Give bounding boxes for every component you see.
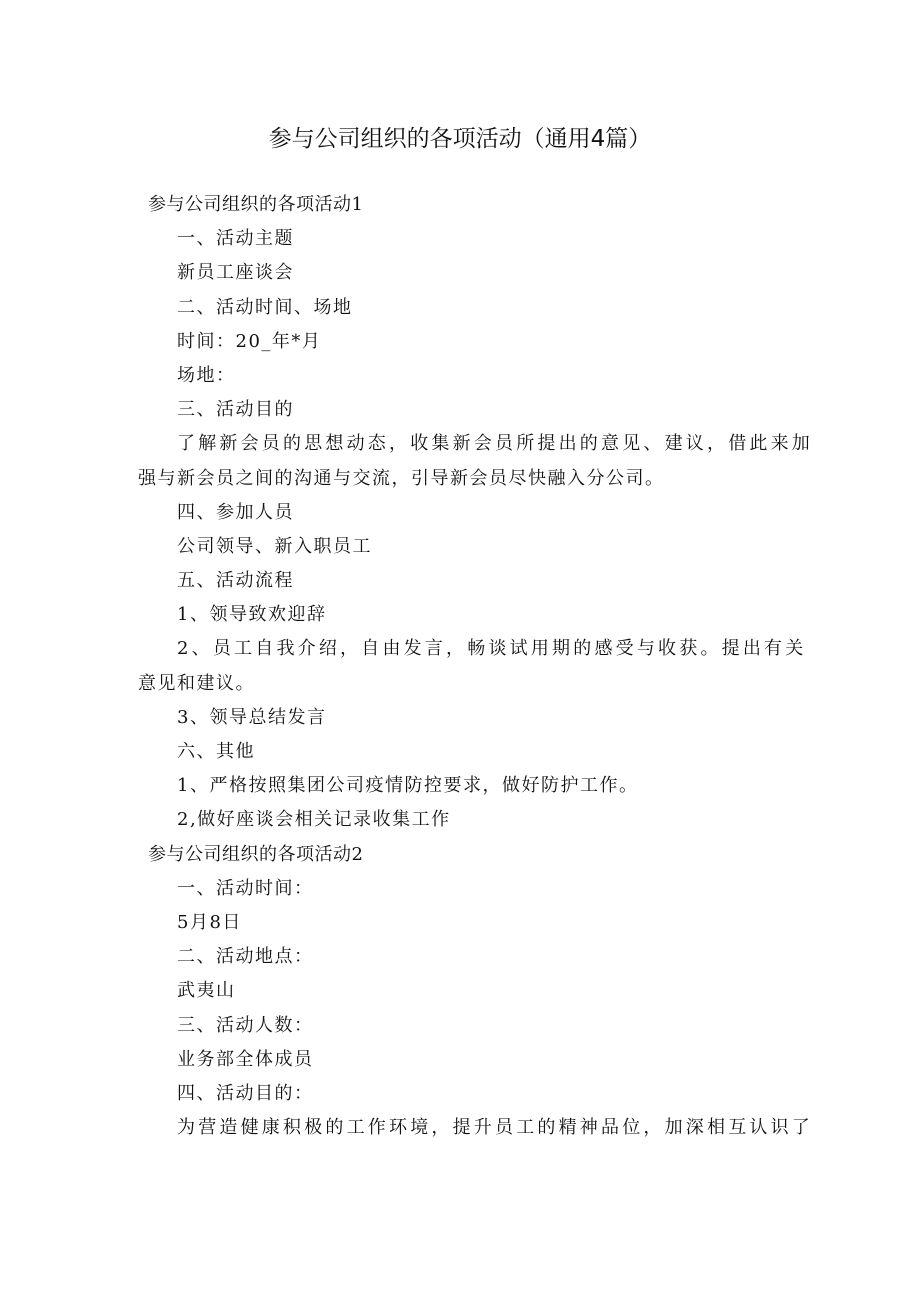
paragraph-line: 2、员工自我介绍，自由发言，畅谈试用期的感受与收获。提出有关 bbox=[177, 638, 807, 660]
paragraph-line: 1、严格按照集团公司疫情防控要求，做好防护工作。 bbox=[177, 775, 639, 797]
paragraph-line: 六、其他 bbox=[177, 741, 255, 762]
paragraph-line: 2,做好座谈会相关记录收集工作 bbox=[177, 809, 451, 831]
paragraph-line: 三、活动人数： bbox=[177, 1014, 314, 1036]
paragraph-line: 强与新会员之间的沟通与交流，引导新会员尽快融入分公司。 bbox=[138, 467, 665, 489]
document-title: 参与公司组织的各项活动（通用4篇） bbox=[268, 126, 652, 152]
paragraph-line: 5月8日 bbox=[177, 911, 242, 933]
paragraph-line: 四、活动目的： bbox=[177, 1082, 314, 1104]
paragraph-line: 二、活动地点： bbox=[177, 946, 314, 968]
paragraph-line: 为营造健康积极的工作环境，提升员工的精神品位，加深相互认识了 bbox=[177, 1117, 813, 1139]
paragraph-line: 新员工座谈会 bbox=[177, 262, 294, 284]
paragraph-line: 一、活动时间： bbox=[177, 877, 314, 899]
paragraph-line: 时间：20_年*月 bbox=[177, 330, 322, 352]
paragraph-line: 武夷山 bbox=[177, 980, 236, 1002]
paragraph-line: 三、活动目的 bbox=[177, 399, 294, 421]
paragraph-line: 一、活动主题 bbox=[177, 228, 294, 250]
paragraph-line: 五、活动流程 bbox=[177, 570, 294, 592]
paragraph-line: 场地： bbox=[177, 364, 236, 386]
paragraph-line: 意见和建议。 bbox=[138, 672, 255, 694]
section-heading-1: 参与公司组织的各项活动1 bbox=[148, 194, 364, 215]
paragraph-line: 公司领导、新入职员工 bbox=[177, 535, 372, 557]
section-heading-2: 参与公司组织的各项活动2 bbox=[148, 843, 364, 865]
paragraph-line: 1、领导致欢迎辞 bbox=[177, 604, 327, 626]
document-body bbox=[0, 188, 920, 1145]
paragraph-line: 3、领导总结发言 bbox=[177, 706, 327, 728]
paragraph-line: 四、参加人员 bbox=[177, 501, 294, 523]
paragraph-line: 二、活动时间、场地 bbox=[177, 296, 353, 318]
paragraph-line: 了解新会员的思想动态，收集新会员所提出的意见、建议，借此来加 bbox=[177, 433, 813, 455]
paragraph-line: 业务部全体成员 bbox=[177, 1048, 314, 1070]
